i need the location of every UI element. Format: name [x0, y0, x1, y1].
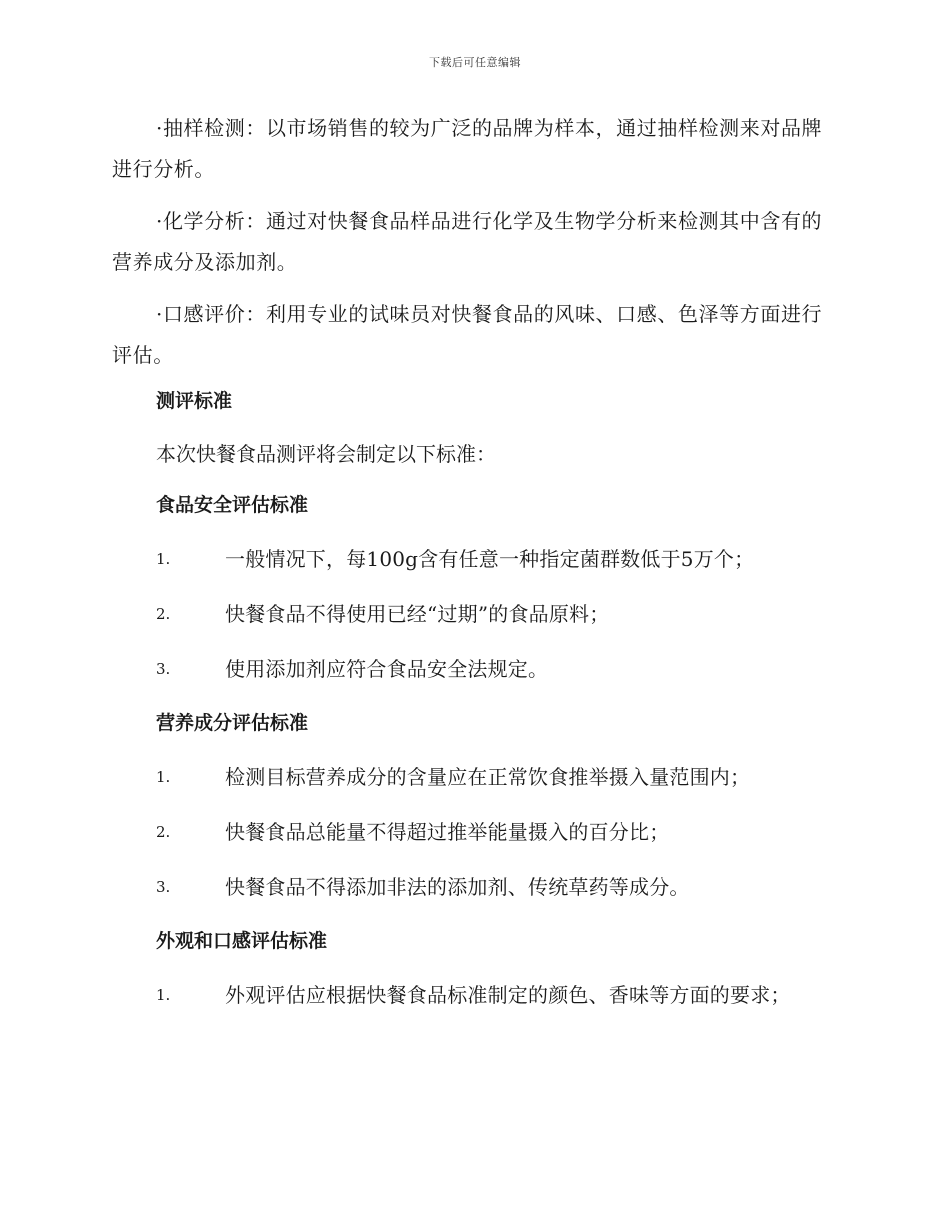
list-item-text: 检测目标营养成分的含量应在正常饮食推举摄入量范围内；: [225, 765, 751, 789]
list-item: [112, 763, 827, 791]
bullet-sampling: ·抽样检测：以市场销售的较为广泛的品牌为样本，通过抽样检测来对品牌进行分析。: [112, 116, 823, 181]
list-item: [112, 545, 827, 573]
document-body: [112, 108, 827, 1036]
list-item-text: 一般情况下，每100g含有任意一种指定菌群数低于5万个；: [225, 547, 755, 571]
nutrition-list: [112, 763, 827, 901]
list-number: 1.: [156, 550, 171, 568]
list-number: 3.: [156, 660, 171, 678]
list-item: [112, 600, 827, 628]
list-number: 2.: [156, 605, 171, 623]
list-item-text: 快餐食品不得使用已经“过期”的食品原料；: [225, 602, 610, 626]
list-item: [112, 873, 827, 901]
list-item: [112, 981, 827, 1009]
heading-food-safety: 食品安全评估标准: [156, 494, 309, 516]
list-item: [112, 655, 827, 683]
appearance-list: [112, 981, 827, 1009]
heading-appearance-taste: 外观和口感评估标准: [156, 930, 328, 952]
page-header: 下载后可任意编辑: [429, 56, 521, 69]
list-item-text: 快餐食品总能量不得超过推举能量摄入的百分比；: [225, 820, 670, 844]
heading-nutrition: 营养成分评估标准: [156, 712, 309, 734]
list-item-text: 快餐食品不得添加非法的添加剂、传统草药等成分。: [225, 875, 690, 899]
bullet-taste-evaluation: ·口感评价：利用专业的试味员对快餐食品的风味、口感、色泽等方面进行评估。: [112, 302, 823, 367]
heading-evaluation-standards: 测评标准: [156, 390, 233, 412]
list-item-text: 使用添加剂应符合食品安全法规定。: [225, 657, 549, 681]
list-item: [112, 818, 827, 846]
list-number: 1.: [156, 986, 171, 1004]
list-number: 2.: [156, 823, 171, 841]
bullet-chemical-analysis: ·化学分析：通过对快餐食品样品进行化学及生物学分析来检测其中含有的营养成分及添加剂。: [112, 209, 823, 274]
list-number: 3.: [156, 878, 171, 896]
list-number: 1.: [156, 768, 171, 786]
list-item-text: 外观评估应根据快餐食品标准制定的颜色、香味等方面的要求；: [225, 983, 791, 1007]
food-safety-list: [112, 545, 827, 683]
standards-intro: 本次快餐食品测评将会制定以下标准：: [156, 442, 496, 466]
